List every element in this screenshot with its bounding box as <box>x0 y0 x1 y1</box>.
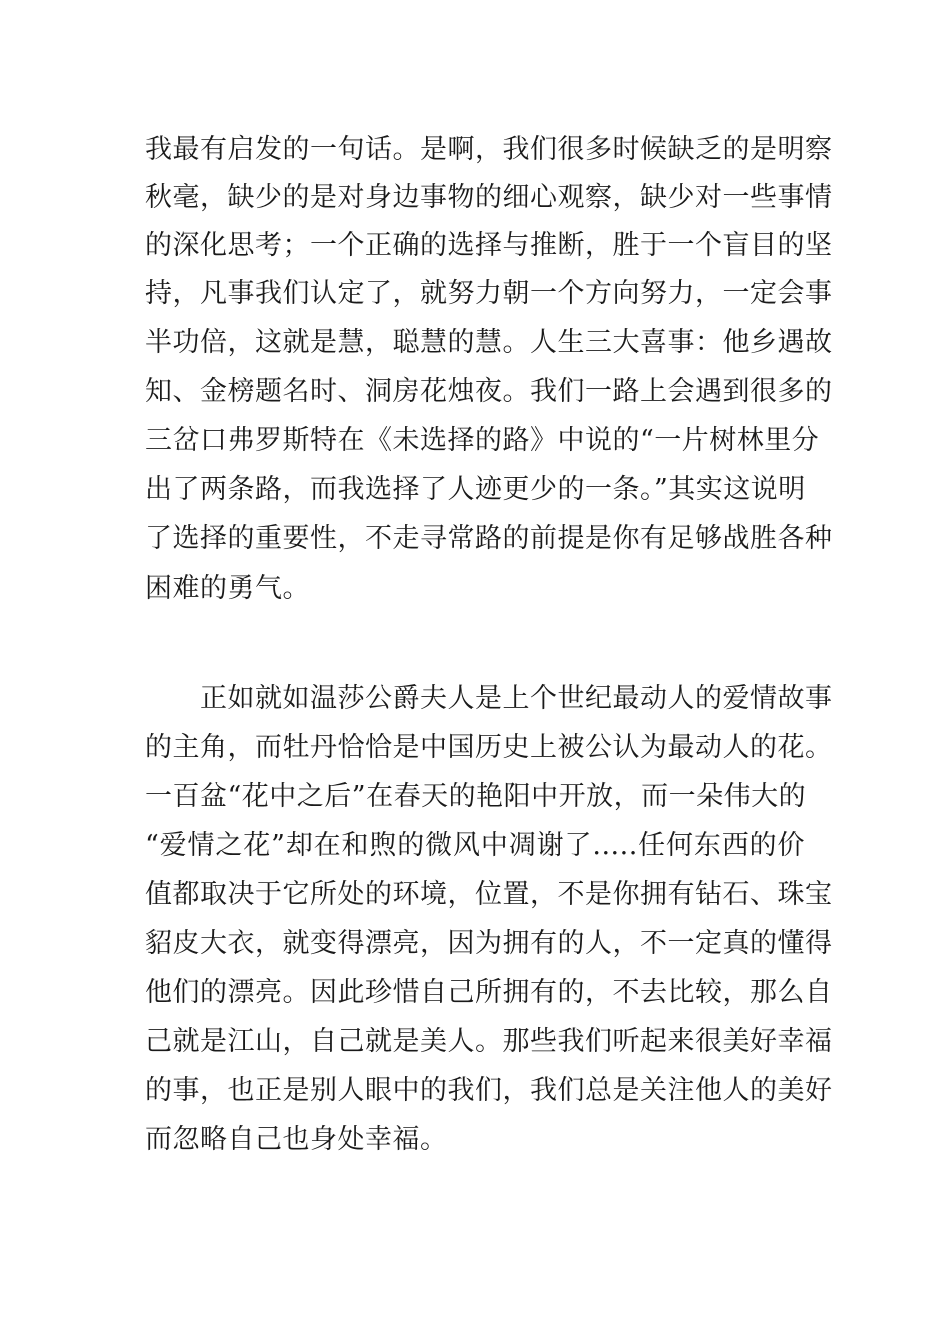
paragraph-line: 困难的勇气。 <box>145 573 310 604</box>
paragraph-line: 三岔口弗罗斯特在《未选择的路》中说的“一片树林里分 <box>145 425 820 456</box>
paragraph-line: “爱情之花”却在和煦的微风中凋谢了.....任何东西的价 <box>145 830 805 861</box>
paragraph-line: 秋毫，缺少的是对身边事物的细心观察，缺少对一些事情 <box>145 182 833 213</box>
paragraph-line: 貂皮大衣，就变得漂亮，因为拥有的人，不一定真的懂得 <box>145 928 833 959</box>
paragraph-line: 半功倍，这就是慧，聪慧的慧。人生三大喜事：他乡遇故 <box>145 327 833 358</box>
paragraph-line: 的主角，而牡丹恰恰是中国历史上被公认为最动人的花。 <box>145 732 833 763</box>
paragraph-line: 己就是江山，自己就是美人。那些我们听起来很美好幸福 <box>145 1026 833 1057</box>
paragraph-line: 正如就如温莎公爵夫人是上个世纪最动人的爱情故事 <box>200 683 833 714</box>
paragraph-line: 出了两条路，而我选择了人迹更少的一条。”其实这说明 <box>145 474 806 505</box>
paragraph-line: 了选择的重要性，不走寻常路的前提是你有足够战胜各种 <box>145 523 833 554</box>
paragraph-line: 的深化思考；一个正确的选择与推断，胜于一个盲目的坚 <box>145 230 833 261</box>
paragraph-line: 而忽略自己也身处幸福。 <box>145 1124 448 1155</box>
paragraph-line: 的事，也正是别人眼中的我们，我们总是关注他人的美好 <box>145 1075 833 1106</box>
paragraph-line: 一百盆“花中之后”在春天的艳阳中开放，而一朵伟大的 <box>145 781 807 812</box>
paragraph-line: 我最有启发的一句话。是啊，我们很多时候缺乏的是明察 <box>145 134 833 165</box>
paragraph-line: 他们的漂亮。因此珍惜自己所拥有的，不去比较，那么自 <box>145 977 833 1008</box>
paragraph-line: 值都取决于它所处的环境，位置，不是你拥有钻石、珠宝 <box>145 879 833 910</box>
paragraph-line: 持，凡事我们认定了，就努力朝一个方向努力，一定会事 <box>145 278 833 309</box>
paragraph-line: 知、金榜题名时、洞房花烛夜。我们一路上会遇到很多的 <box>145 376 833 407</box>
